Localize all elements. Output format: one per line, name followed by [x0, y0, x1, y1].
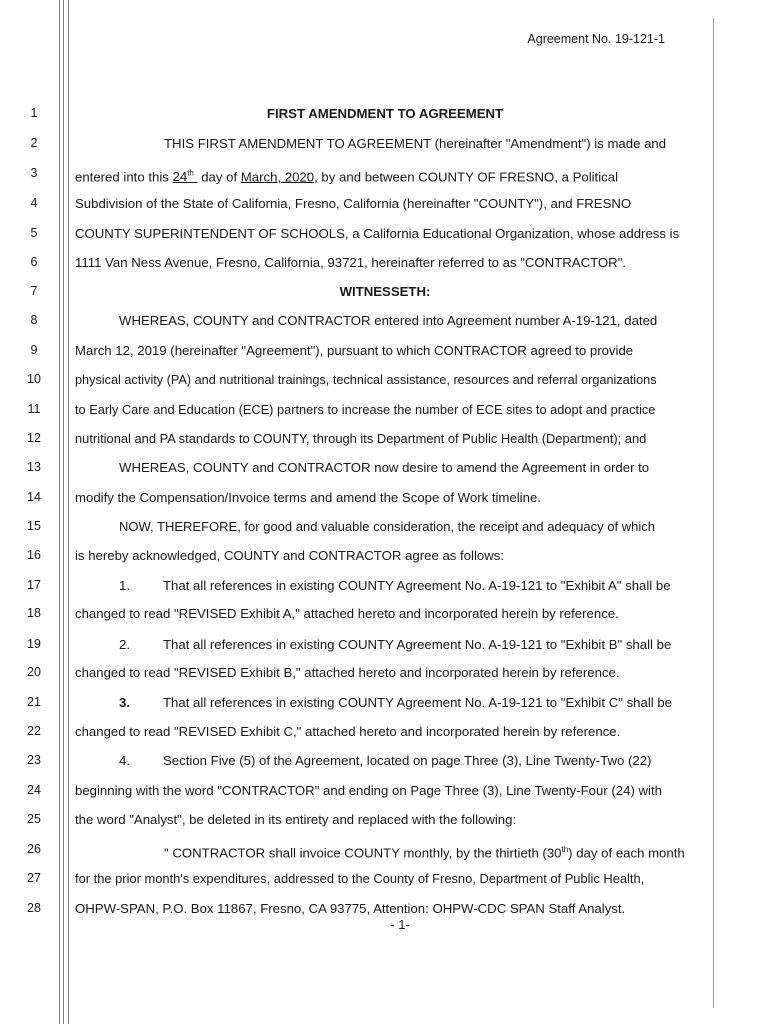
text-line — [75, 842, 695, 861]
text-span: 24 — [172, 169, 188, 185]
line-number: 12 — [27, 431, 41, 445]
text-line: modify the Compensation/Invoice terms and amend the Scope of Work timeline. — [75, 490, 541, 505]
line-number: 10 — [27, 372, 41, 386]
line-number: 28 — [27, 901, 41, 915]
margin-rule-left-2 — [63, 0, 64, 1024]
text-line: changed to read "REVISED Exhibit A," attached hereto and incorporated herein by reference. — [75, 606, 619, 621]
text-span: That all references in existing COUNTY Agreement No. A-19-121 to "Exhibit B" shall be — [163, 637, 672, 652]
margin-rule-right — [713, 18, 714, 1008]
text-line: WHEREAS, COUNTY and CONTRACTOR entered into Agreement number A-19-121, dated — [119, 313, 658, 328]
item-number: 3. — [119, 695, 130, 710]
text-line: March 12, 2019 (hereinafter "Agreement"), pursuant to which CONTRACTOR agreed to provide — [75, 343, 634, 358]
line-number: 20 — [27, 665, 41, 679]
text-line: OHPW-SPAN, P.O. Box 11867, Fresno, CA 93775, Attention: OHPW-CDC SPAN Staff Analyst. — [75, 901, 626, 916]
line-number: 13 — [27, 460, 41, 474]
day-field — [173, 169, 198, 184]
line-number: 23 — [27, 753, 41, 767]
text-line: changed to read "REVISED Exhibit B," attached hereto and incorporated herein by reference. — [75, 665, 620, 680]
ordinal-suffix: th — [561, 845, 569, 854]
text-line: the word "Analyst", be deleted in its entirety and replaced with the following: — [75, 812, 517, 827]
text-span: entered into this — [75, 169, 173, 185]
text-span: by and between COUNTY OF FRESNO, a Political — [317, 169, 619, 185]
line-number: 18 — [27, 606, 41, 620]
text-line: WHEREAS, COUNTY and CONTRACTOR now desire to amend the Agreement in order to — [119, 460, 650, 475]
text-line: changed to read "REVISED Exhibit C," attached hereto and incorporated herein by reference. — [75, 724, 621, 739]
text-line — [75, 166, 695, 185]
text-line: physical activity (PA) and nutritional trainings, technical assistance, resources and referral organizations — [75, 373, 657, 387]
text-line: is hereby acknowledged, COUNTY and CONTRACTOR agree as follows: — [75, 548, 505, 563]
text-span: That all references in existing COUNTY Agreement No. A-19-121 to "Exhibit C" shall be — [163, 695, 673, 710]
line-number: 3 — [30, 166, 38, 180]
text-line — [75, 753, 695, 769]
text-line: nutritional and PA standards to COUNTY, through its Department of Public Health (Department); and — [75, 431, 647, 446]
text-line: for the prior month's expenditures, addressed to the County of Fresno, Department of Public Health, — [75, 871, 645, 886]
line-number: 6 — [30, 255, 38, 269]
text-line: beginning with the word "CONTRACTOR" and ending on Page Three (3), Line Twenty-Four (24) with — [75, 783, 662, 798]
page-number: - 1- — [390, 917, 410, 932]
text-span: day of — [197, 169, 241, 185]
line-number: 5 — [30, 226, 38, 240]
line-number: 16 — [27, 548, 41, 562]
text-line — [75, 637, 695, 653]
date-field: March, 2020, — [240, 169, 318, 185]
line-number: 4 — [30, 196, 38, 210]
agreement-number: Agreement No. 19-121-1 — [527, 32, 665, 46]
line-number: 19 — [27, 637, 41, 651]
line-number: 25 — [27, 812, 41, 826]
item-number: 2. — [119, 637, 130, 652]
line-number: 14 — [27, 490, 41, 504]
line-number: 24 — [27, 783, 41, 797]
line-number: 15 — [27, 519, 41, 533]
line-number: 11 — [27, 402, 41, 416]
line-number: 27 — [27, 871, 41, 885]
text-line: COUNTY SUPERINTENDENT OF SCHOOLS, a California Educational Organization, whose address is — [75, 226, 680, 241]
document-title: FIRST AMENDMENT TO AGREEMENT — [266, 106, 504, 121]
line-number: 26 — [27, 842, 41, 856]
text-span: Section Five (5) of the Agreement, located on page Three (3), Line Twenty-Two (22) — [163, 753, 652, 768]
line-number: 9 — [30, 343, 38, 357]
witnesseth-heading: WITNESSETH: — [339, 284, 431, 299]
text-line: 1111 Van Ness Avenue, Fresno, California, 93721, hereinafter referred to as "CONTRACTOR". — [75, 255, 627, 270]
text-span: ) day of each month — [568, 845, 685, 861]
line-number: 8 — [30, 313, 38, 327]
text-line — [75, 578, 695, 594]
text-line: THIS FIRST AMENDMENT TO AGREEMENT (hereinafter "Amendment") is made and — [164, 136, 667, 151]
margin-rule-left-1 — [59, 0, 60, 1024]
text-line: to Early Care and Education (ECE) partners to increase the number of ECE sites to adopt and practice — [75, 402, 656, 417]
item-number: 4. — [119, 753, 130, 768]
text-span: That all references in existing COUNTY Agreement No. A-19-121 to "Exhibit A" shall be — [163, 578, 671, 593]
text-line: NOW, THEREFORE, for good and valuable consideration, the receipt and adequacy of which — [119, 519, 655, 534]
line-number: 22 — [27, 724, 41, 738]
line-number: 2 — [30, 136, 38, 150]
item-number: 1. — [119, 578, 130, 593]
margin-rule-left-3 — [68, 0, 69, 1024]
line-number: 17 — [27, 578, 41, 592]
text-line — [75, 695, 695, 711]
text-span: " CONTRACTOR shall invoice COUNTY monthly, by the thirtieth (30 — [164, 845, 562, 861]
line-number: 21 — [27, 695, 41, 709]
line-number: 7 — [30, 284, 38, 298]
ordinal-suffix: th — [187, 169, 194, 178]
text-line: Subdivision of the State of California, Fresno, California (hereinafter "COUNTY"), and FRESNO — [75, 196, 632, 211]
line-number: 1 — [30, 106, 38, 120]
